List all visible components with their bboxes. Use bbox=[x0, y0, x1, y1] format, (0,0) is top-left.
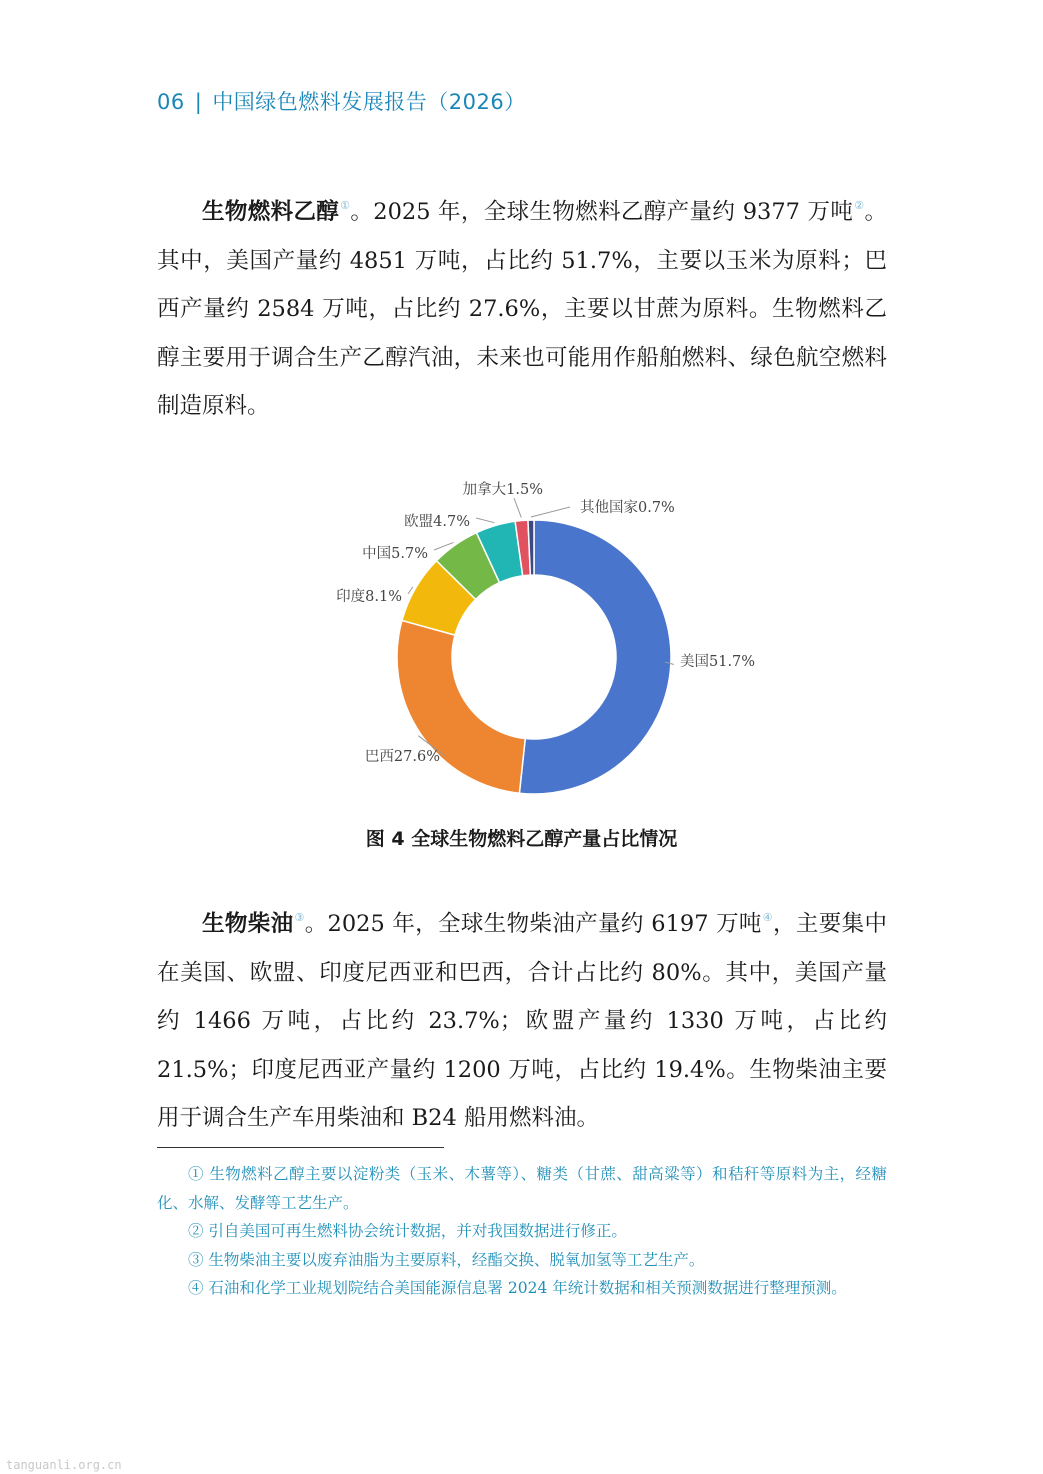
slice-1 bbox=[397, 620, 525, 793]
paragraph-text: 。2025 年，全球生物柴油产量约 6197 万吨 bbox=[304, 911, 762, 937]
paragraph-biodiesel bbox=[157, 900, 887, 1143]
paragraph-text: ，主要集中在美国、欧盟、印度尼西亚和巴西，合计占比约 80%。其中，美国产量约 1466 万吨，占比约 23.7%；欧盟产量约 1330 万吨，占比约 21.5%；印度尼西亚产量约 1200 万吨，占比约 19.4%。生物柴油主要用于调合生产车用柴油和 B24 船用燃料油。 bbox=[157, 911, 887, 1131]
page-header bbox=[157, 86, 526, 116]
footnote-4: ④ 石油和化学工业规划院结合美国能源信息署 2024 年统计数据和相关预测数据进行整理预测。 bbox=[188, 1279, 847, 1297]
footnote-ref-3[interactable]: ③ bbox=[294, 911, 305, 924]
term-biodiesel: 生物柴油 bbox=[202, 911, 294, 937]
header-separator: | bbox=[194, 90, 203, 114]
footnote-divider bbox=[157, 1147, 444, 1148]
footnote-ref-1[interactable]: ① bbox=[340, 199, 351, 212]
term-bioethanol: 生物燃料乙醇 bbox=[202, 199, 340, 225]
slice-label-4: 欧盟4.7% bbox=[404, 514, 470, 530]
slice-label-1: 巴西27.6% bbox=[364, 749, 440, 765]
report-title: 中国绿色燃料发展报告（2026） bbox=[212, 90, 526, 114]
paragraph-text: 。其中，美国产量约 4851 万吨，占比约 51.7%，主要以玉米为原料；巴西产量约 2584 万吨，占比约 27.6%，主要以甘蔗为原料。生物燃料乙醇主要用于调合生产乙醇汽油，未来也可能用作船舶燃料、绿色航空燃料制造原料。 bbox=[157, 199, 887, 419]
leader-line-6 bbox=[531, 507, 570, 517]
leader-line-4 bbox=[476, 518, 495, 523]
paragraph-text: 。2025 年，全球生物燃料乙醇产量约 9377 万吨 bbox=[350, 199, 854, 225]
footnote-1: ① 生物燃料乙醇主要以淀粉类（玉米、木薯等）、糖类（甘蔗、甜高粱等）和秸秆等原料为主，经糖化、水解、发酵等工艺生产。 bbox=[157, 1165, 887, 1212]
slice-label-3: 中国5.7% bbox=[362, 546, 428, 562]
footnote-ref-4[interactable]: ④ bbox=[762, 911, 774, 924]
footnotes bbox=[157, 1160, 887, 1303]
slice-label-0: 美国51.7% bbox=[680, 654, 756, 670]
figure-caption: 图 4 全球生物燃料乙醇产量占比情况 bbox=[365, 828, 678, 850]
slice-0 bbox=[519, 520, 671, 794]
footnote-2: ② 引自美国可再生燃料协会统计数据，并对我国数据进行修正。 bbox=[188, 1222, 627, 1240]
slice-label-6: 其他国家0.7% bbox=[580, 500, 675, 516]
watermark: tanguanli.org.cn bbox=[6, 1458, 122, 1472]
footnote-ref-2[interactable]: ② bbox=[854, 199, 865, 212]
footnote-3: ③ 生物柴油主要以废弃油脂为主要原料，经酯交换、脱氧加氢等工艺生产。 bbox=[188, 1250, 705, 1269]
leader-line-5 bbox=[514, 498, 521, 518]
donut-chart bbox=[300, 462, 800, 822]
page-number: 06 bbox=[157, 90, 185, 114]
slice-label-2: 印度8.1% bbox=[336, 589, 402, 605]
paragraph-bioethanol bbox=[157, 188, 887, 431]
slice-label-5: 加拿大1.5% bbox=[462, 482, 543, 498]
